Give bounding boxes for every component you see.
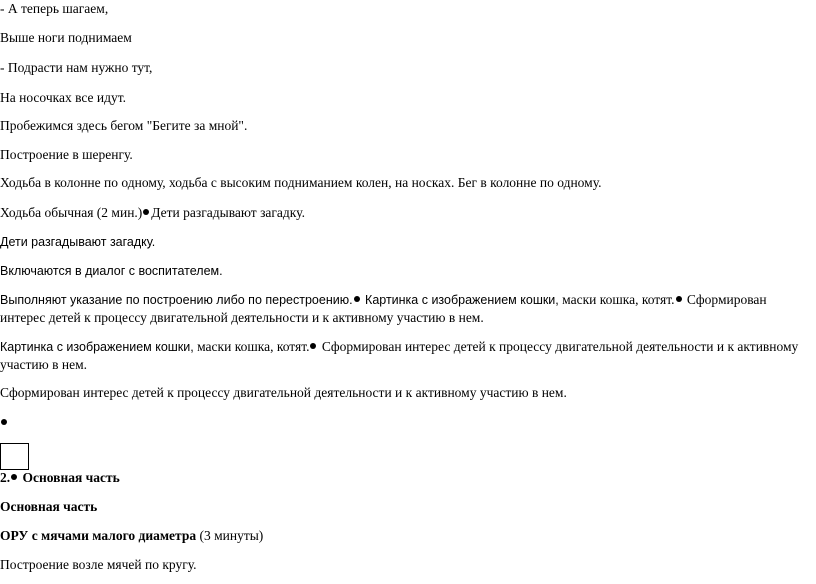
- heading-number: 2.: [0, 470, 11, 485]
- section-heading: Основная часть: [0, 499, 98, 514]
- text-line: [0, 204, 305, 221]
- text-paragraph: [0, 291, 812, 326]
- text-span: Сформирован интерес детей к процессу двигательной деятельности и к активному участию в нем.: [0, 292, 767, 325]
- bullet-icon: [143, 209, 149, 215]
- text-line: Построение в шеренгу.: [0, 147, 133, 162]
- text-line: Сформирован интерес детей к процессу двигательной деятельности и к активному участию в нем.: [0, 385, 567, 400]
- text-span: Выполняют указание по построению либо по перестроению.: [0, 293, 353, 307]
- text-line: Включаются в диалог с воспитателем.: [0, 264, 223, 278]
- bullet-line: [0, 414, 9, 431]
- text-span: Картинка с изображением кошки,: [361, 293, 559, 307]
- text-span: Сформирован интерес детей к процессу двигательной деятельности и к активному участию в нем.: [0, 339, 799, 372]
- text-span: Картинка с изображением кошки,: [0, 340, 194, 354]
- section-heading: [0, 469, 120, 486]
- text-paragraph: [0, 338, 812, 373]
- text-line: - А теперь шагаем,: [0, 1, 109, 16]
- text-line: Дети разгадывают загадку.: [0, 235, 156, 249]
- bullet-icon: [310, 343, 316, 349]
- text-line: [0, 527, 263, 544]
- text-line: Выше ноги поднимаем: [0, 30, 132, 45]
- empty-box: [0, 443, 29, 470]
- bullet-icon: [11, 474, 17, 480]
- text-line: На носочках все идут.: [0, 90, 127, 105]
- bullet-icon: [1, 419, 7, 425]
- text-line: Пробежимся здесь бегом "Бегите за мной".: [0, 118, 248, 133]
- text-line: Ходьба в колонне по одному, ходьба с высоким подниманием колен, на носках. Бег в колонне по одному.: [0, 175, 602, 190]
- heading-text: Основная часть: [19, 470, 120, 485]
- text-line: Построение возле мячей по кругу.: [0, 557, 197, 572]
- text-span: ОРУ с мячами малого диаметра: [0, 528, 197, 543]
- text-line: - Подрасти нам нужно тут,: [0, 60, 153, 75]
- text-span: Ходьба обычная (2 мин.): [0, 205, 143, 220]
- text-span: Дети разгадывают загадку.: [151, 205, 305, 220]
- bullet-icon: [354, 296, 360, 302]
- text-span: маски кошка, котят.: [193, 339, 310, 354]
- text-span: маски кошка, котят.: [558, 292, 675, 307]
- text-span: (3 минуты): [196, 528, 264, 543]
- bullet-icon: [676, 296, 682, 302]
